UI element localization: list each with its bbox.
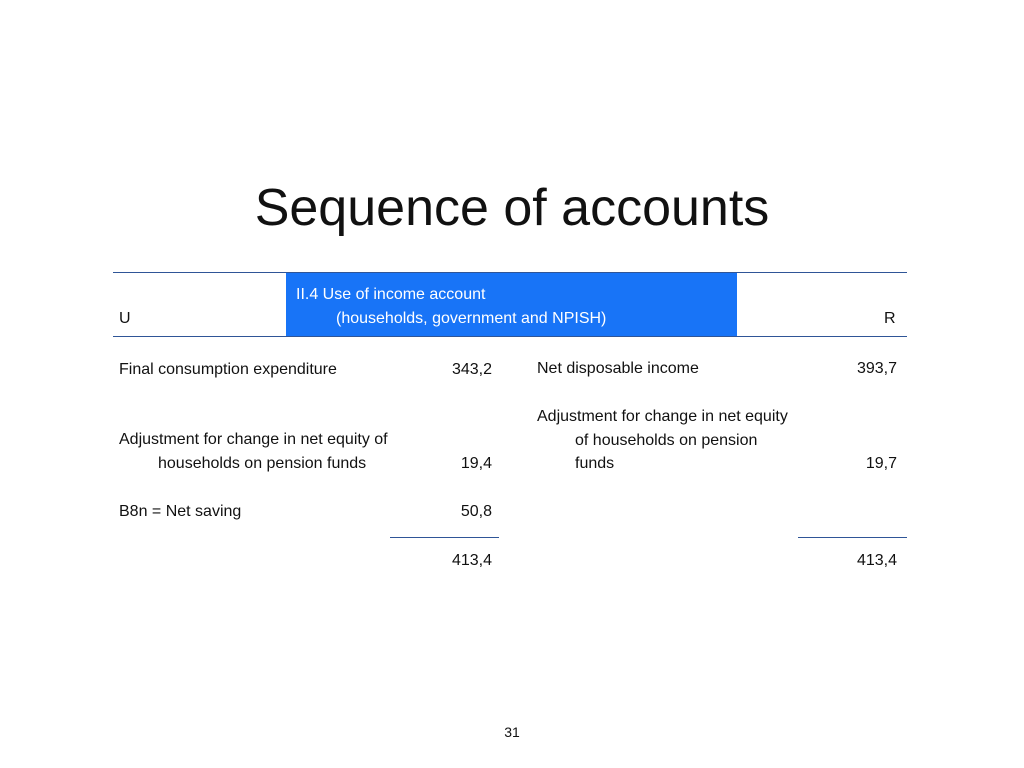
resources-item-label-cont: of households on pension (575, 432, 758, 449)
slide-title: Sequence of accounts (254, 179, 770, 237)
uses-item-value: 343,2 (451, 361, 492, 378)
resources-item-label: Adjustment for change in net equity (537, 408, 788, 425)
resources-header: R (884, 310, 896, 327)
resources-item-value: 393,7 (856, 360, 897, 377)
uses-item-label: Adjustment for change in net equity of (119, 431, 388, 448)
uses-header: U (119, 310, 131, 327)
uses-item-value: 19,4 (460, 455, 492, 472)
account-title-line2: (households, government and NPISH) (336, 310, 607, 327)
resources-item-label: Net disposable income (537, 360, 699, 377)
header-bottom-rule (113, 336, 907, 337)
account-title-line1: II.4 Use of income account (296, 286, 486, 303)
resources-item-label-cont: funds (575, 455, 615, 472)
account-title-box (286, 273, 737, 336)
resources-item-value: 19,7 (865, 455, 897, 472)
resources-sum-rule (798, 537, 907, 538)
uses-item-value: 50,8 (460, 503, 492, 520)
uses-item-label-cont: households on pension funds (158, 455, 367, 472)
uses-item-label: Final consumption expenditure (119, 361, 337, 378)
uses-sum-rule (390, 537, 499, 538)
page-number: 31 (504, 724, 520, 740)
uses-item-label: B8n = Net saving (119, 503, 242, 520)
resources-total: 413,4 (856, 552, 897, 569)
uses-total: 413,4 (451, 552, 492, 569)
